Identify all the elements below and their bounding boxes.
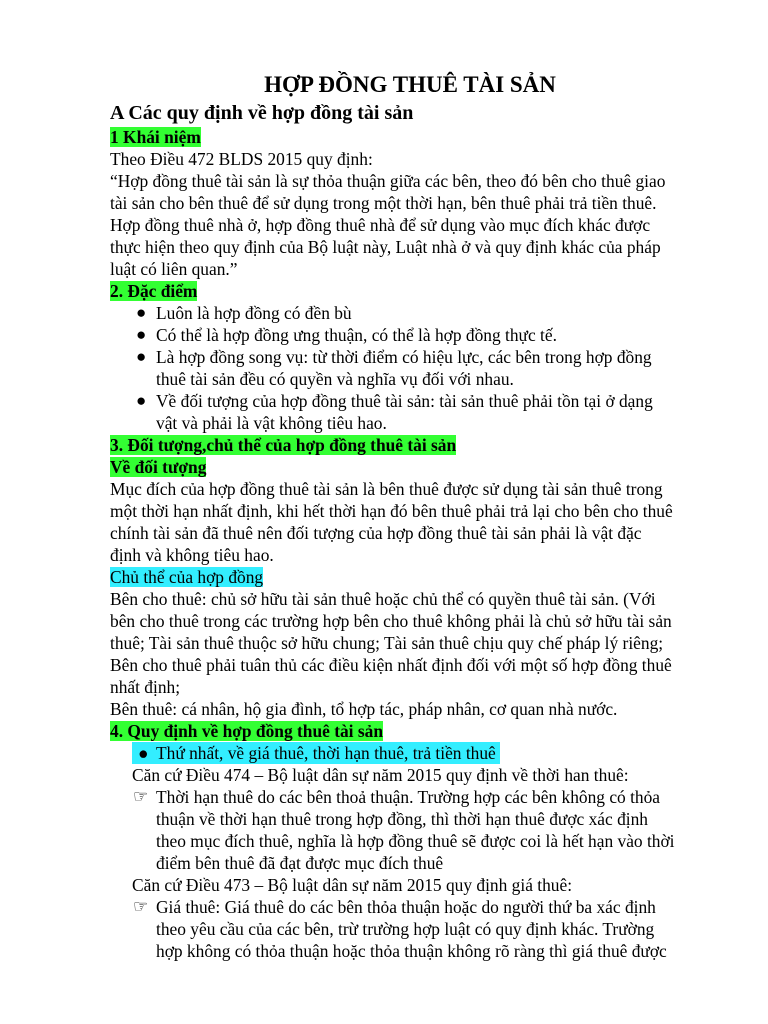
list-item: [110, 390, 710, 434]
list-item-text: vật và phải là vật không tiêu hao.: [156, 413, 387, 433]
paragraph-line: chính tài sản đã thuê nên đối tượng của hợp đồng thuê tài sản phải là vật đặc: [110, 523, 642, 543]
paragraph-line: bên cho thuê trong các trường hợp bên cho thuê không phải là chủ sở hữu tài sản: [110, 611, 672, 631]
bullet-icon: ●: [136, 325, 147, 344]
paragraph-line: thực hiện theo quy định của Bộ luật này, Luật nhà ở và quy định khác của pháp: [110, 237, 661, 257]
paragraph-line: Hợp đồng thuê nhà ở, hợp đồng thuê nhà để sử dụng vào mục đích khác được: [110, 215, 651, 235]
list-item-text: Giá thuê: Giá thuê do các bên thỏa thuận hoặc do người thứ ba xác định: [156, 897, 656, 917]
list-item-text: thuận về thời hạn thuê trong hợp đồng, thì thời hạn thuê được xác định: [156, 809, 648, 829]
list-item-text: Thời hạn thuê do các bên thoả thuận. Trường hợp các bên không có thỏa: [156, 787, 661, 807]
paragraph-line: Mục đích của hợp đồng thuê tài sản là bên thuê được sử dụng tài sản thuê trong: [110, 479, 663, 499]
hand-pointer-icon: ☞: [133, 787, 149, 806]
subheading-object: Về đối tượng: [110, 457, 207, 477]
list-item-text: hợp không có thỏa thuận hoặc thỏa thuận không rõ ràng thì giá thuê được: [156, 941, 667, 961]
list-item-text: Về đối tượng của hợp đồng thuê tài sản: tài sản thuê phải tồn tại ở dạng: [156, 391, 653, 411]
list-item-text: điểm bên thuê đã đạt được mục đích thuê: [156, 853, 444, 873]
paragraph-line: nhất định;: [110, 677, 181, 697]
list-item: [110, 786, 710, 874]
list-item-text: Có thể là hợp đồng ưng thuận, có thể là hợp đồng thực tế.: [156, 325, 557, 345]
paragraph-line: Theo Điều 472 BLDS 2015 quy định:: [110, 149, 373, 169]
paragraph-line: Căn cứ Điều 473 – Bộ luật dân sự năm 2015 quy định giá thuê:: [132, 875, 573, 895]
subheading-subject: Chủ thể của hợp đồng: [110, 567, 264, 587]
features-list: [110, 302, 710, 434]
subheading-first-text: Thứ nhất, về giá thuê, thời hạn thuê, trả tiền thuê: [156, 743, 496, 763]
section-a-heading: A Các quy định về hợp đồng tài sản: [110, 102, 414, 124]
list-item-text: Luôn là hợp đồng có đền bù: [156, 303, 352, 323]
list-item-text: Là hợp đồng song vụ: từ thời điểm có hiệu lực, các bên trong hợp đồng: [156, 347, 652, 367]
paragraph-line: thuê; Tài sản thuê thuộc sở hữu chung; Tài sản thuê chịu quy chế pháp lý riêng;: [110, 633, 664, 653]
bullet-icon: ●: [136, 347, 147, 366]
bullet-icon: ●: [136, 303, 147, 322]
list-item: [110, 324, 710, 346]
section-3-heading: 3. Đối tượng,chủ thể của hợp đồng thuê tài sản: [110, 435, 457, 455]
subheading-first: [110, 742, 710, 764]
list-item-text: theo yêu cầu của các bên, trừ trường hợp luật có quy định khác. Trường: [156, 919, 655, 939]
bullet-icon: ●: [138, 743, 149, 763]
list-item-text: theo mục đích thuê, nghĩa là hợp đồng thuê sẽ được coi là hết hạn vào thời: [156, 831, 675, 851]
paragraph-line: định và không tiêu hao.: [110, 545, 274, 565]
paragraph-line: Bên thuê: cá nhân, hộ gia đình, tổ hợp tác, pháp nhân, cơ quan nhà nước.: [110, 699, 618, 719]
document-title: HỢP ĐỒNG THUÊ TÀI SẢN: [264, 72, 556, 97]
hand-pointer-icon: ☞: [133, 897, 149, 916]
document-page: [110, 70, 710, 962]
list-item: [110, 302, 710, 324]
bullet-icon: ●: [136, 391, 147, 410]
paragraph-line: Căn cứ Điều 474 – Bộ luật dân sự năm 2015 quy định về thời han thuê:: [132, 765, 629, 785]
section-4-heading: 4. Quy định về hợp đồng thuê tài sản: [110, 721, 383, 741]
section-2-heading: 2. Đặc điểm: [110, 281, 198, 301]
list-item: [110, 346, 710, 390]
list-item: [110, 896, 710, 962]
paragraph-line: luật có liên quan.”: [110, 259, 238, 279]
paragraph-line: Bên cho thuê: chủ sở hữu tài sản thuê hoặc chủ thể có quyền thuê tài sản. (Với: [110, 589, 656, 609]
list-item-text: thuê tài sản đều có quyền và nghĩa vụ đối với nhau.: [156, 369, 514, 389]
paragraph-line: Bên cho thuê phải tuân thủ các điều kiện nhất định đối với một số hợp đồng thuê: [110, 655, 672, 675]
paragraph-line: một thời hạn nhất định, khi hết thời hạn đó bên thuê phải trả lại cho bên cho thuê: [110, 501, 673, 521]
paragraph-line: tài sản cho bên thuê để sử dụng trong một thời hạn, bên thuê phải trả tiền thuê.: [110, 193, 657, 213]
section-1-heading: 1 Khái niệm: [110, 127, 201, 147]
paragraph-line: “Hợp đồng thuê tài sản là sự thỏa thuận giữa các bên, theo đó bên cho thuê giao: [110, 171, 666, 191]
